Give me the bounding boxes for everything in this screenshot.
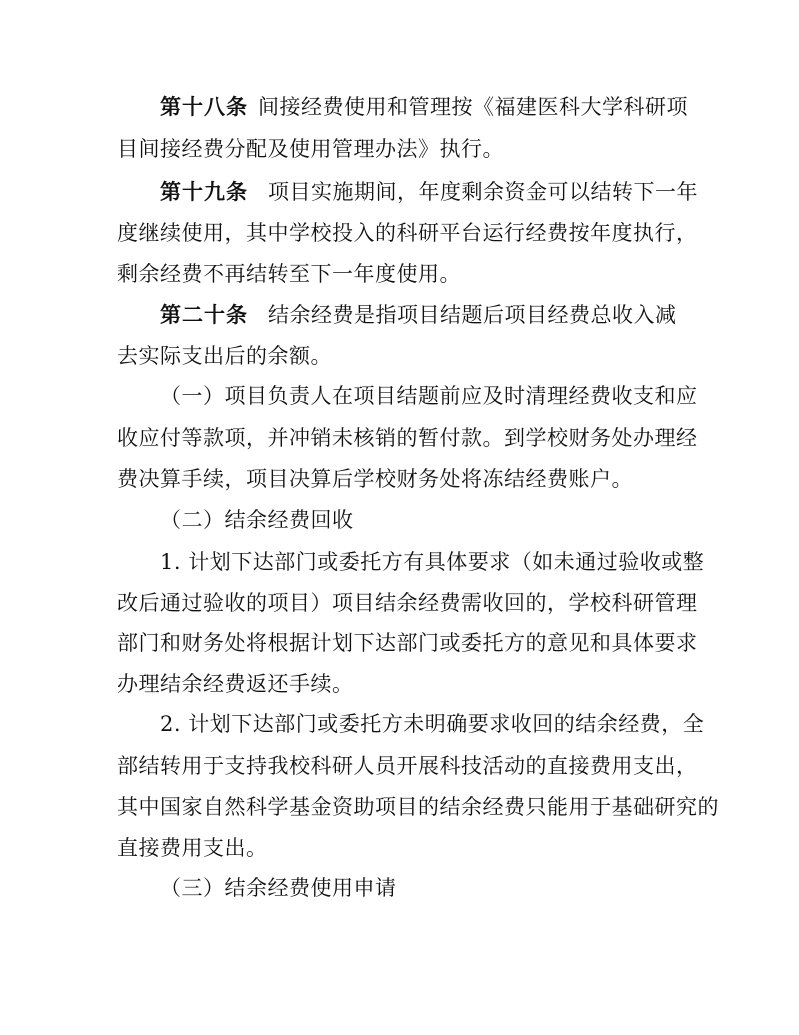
article-19-line-2: 度继续使用，其中学校投入的科研平台运行经费按年度执行，: [117, 221, 698, 245]
item-2-sub-2-line-3: 其中国家自然科学基金资助项目的结余经费只能用于基础研究的: [117, 795, 719, 819]
item-3-heading: （三）结余经费使用申请: [160, 876, 397, 900]
item-1-line-2: 收应付等款项，并冲销未核销的暂付款。到学校财务处办理经: [117, 426, 698, 450]
article-20-text-1: 结余经费是指项目结题后项目经费总收入减: [268, 303, 677, 327]
article-19-heading: 第十九条: [160, 179, 248, 204]
article-19-line-1: [160, 177, 720, 207]
item-2-sub-2-line-4: 直接费用支出。: [117, 836, 268, 860]
item-2-heading: （二）结余经费回收: [160, 508, 354, 532]
article-18-text-1: 间接经费使用和管理按《福建医科大学科研项: [258, 95, 688, 119]
article-19-text-1: 项目实施期间，年度剩余资金可以结转下一年: [268, 180, 698, 204]
article-19-line-3: 剩余经费不再结转至下一年度使用。: [117, 262, 461, 286]
article-18-line-1: [160, 92, 720, 122]
article-18-heading: 第十八条: [160, 94, 248, 119]
item-2-sub-1-line-4: 办理结余经费返还手续。: [117, 672, 354, 696]
item-1-line-1: （一）项目负责人在项目结题前应及时清理经费收支和应: [160, 384, 698, 408]
item-2-sub-1-line-2: 改后通过验收的项目）项目结余经费需收回的，学校科研管理: [117, 591, 698, 615]
article-18-line-2: 目间接经费分配及使用管理办法》执行。: [117, 137, 504, 161]
item-2-sub-1-line-3: 部门和财务处将根据计划下达部门或委托方的意见和具体要求: [117, 631, 698, 655]
item-1-line-3: 费决算手续，项目决算后学校财务处将冻结经费账户。: [117, 467, 633, 491]
item-2-sub-2-line-2: 部结转用于支持我校科研人员开展科技活动的直接费用支出，: [117, 754, 698, 778]
article-20-line-2: 去实际支出后的余额。: [117, 344, 332, 368]
item-2-sub-1-line-1: 1. 计划下达部门或委托方有具体要求（如未通过验收或整: [160, 550, 705, 574]
item-2-sub-2-line-1: 2. 计划下达部门或委托方未明确要求收回的结余经费，全: [160, 712, 705, 736]
article-20-heading: 第二十条: [160, 302, 248, 327]
article-20-line-1: [160, 300, 720, 330]
